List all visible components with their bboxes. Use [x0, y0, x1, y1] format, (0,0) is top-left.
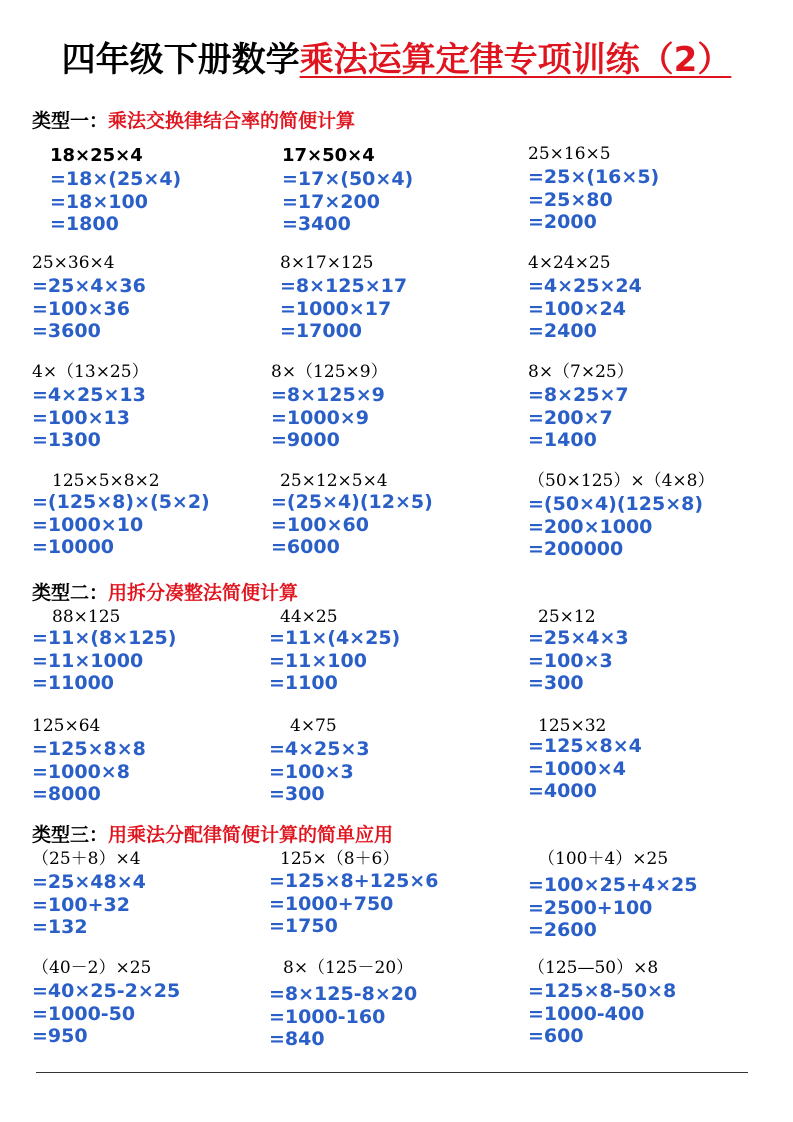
solution-step: =18×(25×4)	[50, 168, 182, 190]
solution-step: =17×200	[282, 190, 380, 213]
solution-step: =11000	[32, 672, 115, 694]
solution-step: =200000	[528, 538, 624, 560]
solution-step: =1000×17	[280, 297, 392, 320]
problem-expression: 25×12	[538, 607, 596, 627]
solution-step: =8×125×17	[280, 275, 408, 297]
solution-step: =3400	[282, 213, 351, 235]
problem-expression: 25×16×5	[528, 144, 611, 164]
problem-card	[32, 847, 272, 939]
problem-expression: 8×17×125	[280, 253, 374, 273]
problem-expression: 125×32	[538, 716, 607, 736]
solution-step: =1000-400	[528, 1002, 645, 1025]
bottom-divider	[36, 1072, 748, 1073]
problem-solution	[269, 983, 509, 1051]
problem-expression: 25×36×4	[32, 253, 115, 273]
problem-card	[32, 956, 272, 1048]
problem-expression: 125×（8＋6）	[280, 849, 400, 869]
solution-step: =200×1000	[528, 515, 653, 538]
solution-step: =10000	[32, 536, 115, 558]
problem-expression: 4×24×25	[528, 253, 611, 273]
problem-expression: （125—50）×8	[528, 958, 659, 978]
solution-step: =1000×4	[528, 757, 626, 780]
problem-card	[32, 251, 272, 343]
problem-solution	[32, 491, 272, 559]
solution-step: =6000	[271, 536, 340, 558]
solution-step: =(125×8)×(5×2)	[32, 491, 210, 513]
problem-card	[32, 714, 272, 806]
problem-solution	[528, 874, 768, 942]
solution-step: =125×8-50×8	[528, 980, 677, 1002]
problem-expression: （25＋8）×4	[32, 849, 141, 869]
solution-step: =300	[528, 672, 584, 694]
problem-card	[528, 360, 768, 452]
solution-step: =100×3	[269, 760, 354, 783]
problem-expression: 4×（13×25）	[32, 362, 149, 382]
solution-step: =11×(4×25)	[269, 627, 401, 649]
problem-card	[52, 605, 292, 629]
problem-solution	[32, 627, 272, 695]
solution-step: =11×(8×125)	[32, 627, 177, 649]
problem-expression: 8×（125×9）	[271, 362, 388, 382]
solution-step: =200×7	[528, 406, 613, 429]
problem-card	[528, 956, 768, 1048]
section-header-3	[32, 820, 393, 847]
solution-step: =17×(50×4)	[282, 168, 414, 190]
solution-step: =300	[269, 783, 325, 805]
section-label: 类型一：	[32, 110, 109, 132]
solution-step: =11×1000	[32, 649, 144, 672]
solution-step: =1000×9	[271, 406, 369, 429]
problem-solution	[269, 870, 509, 938]
solution-step: =2000	[528, 211, 597, 233]
solution-step: =17000	[280, 320, 363, 342]
solution-step: =132	[32, 916, 88, 938]
solution-step: =1000-160	[269, 1005, 386, 1028]
section-description: 乘法交换律结合率的简便计算	[108, 110, 356, 132]
solution-step: =1000-50	[32, 1002, 136, 1025]
section-description: 用乘法分配律简便计算的简单应用	[108, 824, 394, 846]
problem-card	[32, 360, 272, 452]
solution-step: =4000	[528, 780, 597, 802]
problem-solution	[271, 491, 511, 559]
problem-expression: 44×25	[280, 607, 338, 627]
solution-step: =100×13	[32, 406, 130, 429]
solution-step: =950	[32, 1025, 88, 1047]
solution-step: =1000×8	[32, 760, 130, 783]
solution-step: =8×125×9	[271, 384, 385, 406]
solution-step: =18×100	[50, 190, 148, 213]
solution-step: =100×3	[528, 649, 613, 672]
section-label: 类型二：	[32, 582, 109, 604]
solution-step: =4×25×3	[269, 738, 370, 760]
solution-step: =1300	[32, 429, 101, 451]
problem-card	[538, 605, 778, 629]
solution-step: =125×8+125×6	[269, 870, 439, 892]
problem-card	[280, 605, 520, 629]
problem-expression: 8×（125－20）	[283, 958, 414, 978]
problem-card	[50, 144, 290, 236]
solution-step: =25×(16×5)	[528, 166, 660, 188]
solution-step: =9000	[271, 429, 340, 451]
solution-step: =(25×4)(12×5)	[271, 491, 433, 513]
solution-step: =11×100	[269, 649, 367, 672]
problem-expression: 88×125	[52, 607, 121, 627]
solution-step: =100×36	[32, 297, 130, 320]
solution-step: =125×8×8	[32, 738, 146, 760]
problem-card	[52, 469, 292, 493]
solution-step: =840	[269, 1028, 325, 1050]
solution-step: =3600	[32, 320, 101, 342]
solution-step: =100×60	[271, 513, 369, 536]
problem-card	[528, 142, 768, 234]
section-header-2	[32, 578, 298, 605]
title-grade: 四年级下册数学	[61, 40, 300, 80]
problem-expression: （50×125）×（4×8）	[528, 471, 715, 491]
solution-step: =1100	[269, 672, 338, 694]
problem-expression: 18×25×4	[50, 145, 143, 166]
problem-expression: （40－2）×25	[32, 958, 152, 978]
solution-step: =100×25+4×25	[528, 874, 698, 896]
solution-step: =2500+100	[528, 896, 653, 919]
problem-card	[528, 251, 768, 343]
solution-step: =125×8×4	[528, 735, 642, 757]
solution-step: =4×25×13	[32, 384, 146, 406]
problem-card	[280, 469, 520, 493]
solution-step: =25×4×3	[528, 627, 629, 649]
solution-step: =100×24	[528, 297, 626, 320]
title-topic: 乘法运算定律专项训练（2）	[299, 40, 732, 80]
problem-card	[528, 469, 768, 561]
solution-step: =25×48×4	[32, 871, 146, 893]
section-header-1	[32, 106, 355, 133]
solution-step: =1400	[528, 429, 597, 451]
problem-expression: 17×50×4	[282, 145, 375, 166]
solution-step: =100+32	[32, 893, 130, 916]
problem-expression: 8×（7×25）	[528, 362, 634, 382]
problem-card	[280, 847, 520, 871]
solution-step: =600	[528, 1025, 584, 1047]
solution-step: =8×25×7	[528, 384, 629, 406]
problem-card	[283, 956, 523, 980]
solution-step: =2400	[528, 320, 597, 342]
section-description: 用拆分凑整法简便计算	[108, 582, 299, 604]
problem-card	[538, 847, 778, 871]
problem-expression: 125×5×8×2	[52, 471, 160, 491]
solution-step: =4×25×24	[528, 275, 642, 297]
page-title	[0, 32, 793, 81]
problem-solution	[528, 735, 768, 803]
section-label: 类型三：	[32, 824, 109, 846]
problem-solution	[528, 627, 768, 695]
solution-step: =8×125-8×20	[269, 983, 418, 1005]
solution-step: =1800	[50, 213, 119, 235]
problem-solution	[269, 627, 509, 695]
solution-step: =(50×4)(125×8)	[528, 493, 704, 515]
problem-solution	[269, 738, 509, 806]
solution-step: =1750	[269, 915, 338, 937]
solution-step: =25×80	[528, 188, 613, 211]
problem-card	[290, 714, 530, 738]
problem-expression: 25×12×5×4	[280, 471, 388, 491]
solution-step: =1000×10	[32, 513, 144, 536]
problem-expression: 125×64	[32, 716, 101, 736]
problem-expression: （100＋4）×25	[538, 849, 669, 869]
solution-step: =1000+750	[269, 892, 394, 915]
problem-expression: 4×75	[290, 716, 337, 736]
solution-step: =2600	[528, 919, 597, 941]
solution-step: =8000	[32, 783, 101, 805]
solution-step: =40×25-2×25	[32, 980, 181, 1002]
problem-card	[282, 144, 522, 236]
problem-card	[280, 251, 520, 343]
problem-card	[271, 360, 511, 452]
solution-step: =25×4×36	[32, 275, 146, 297]
